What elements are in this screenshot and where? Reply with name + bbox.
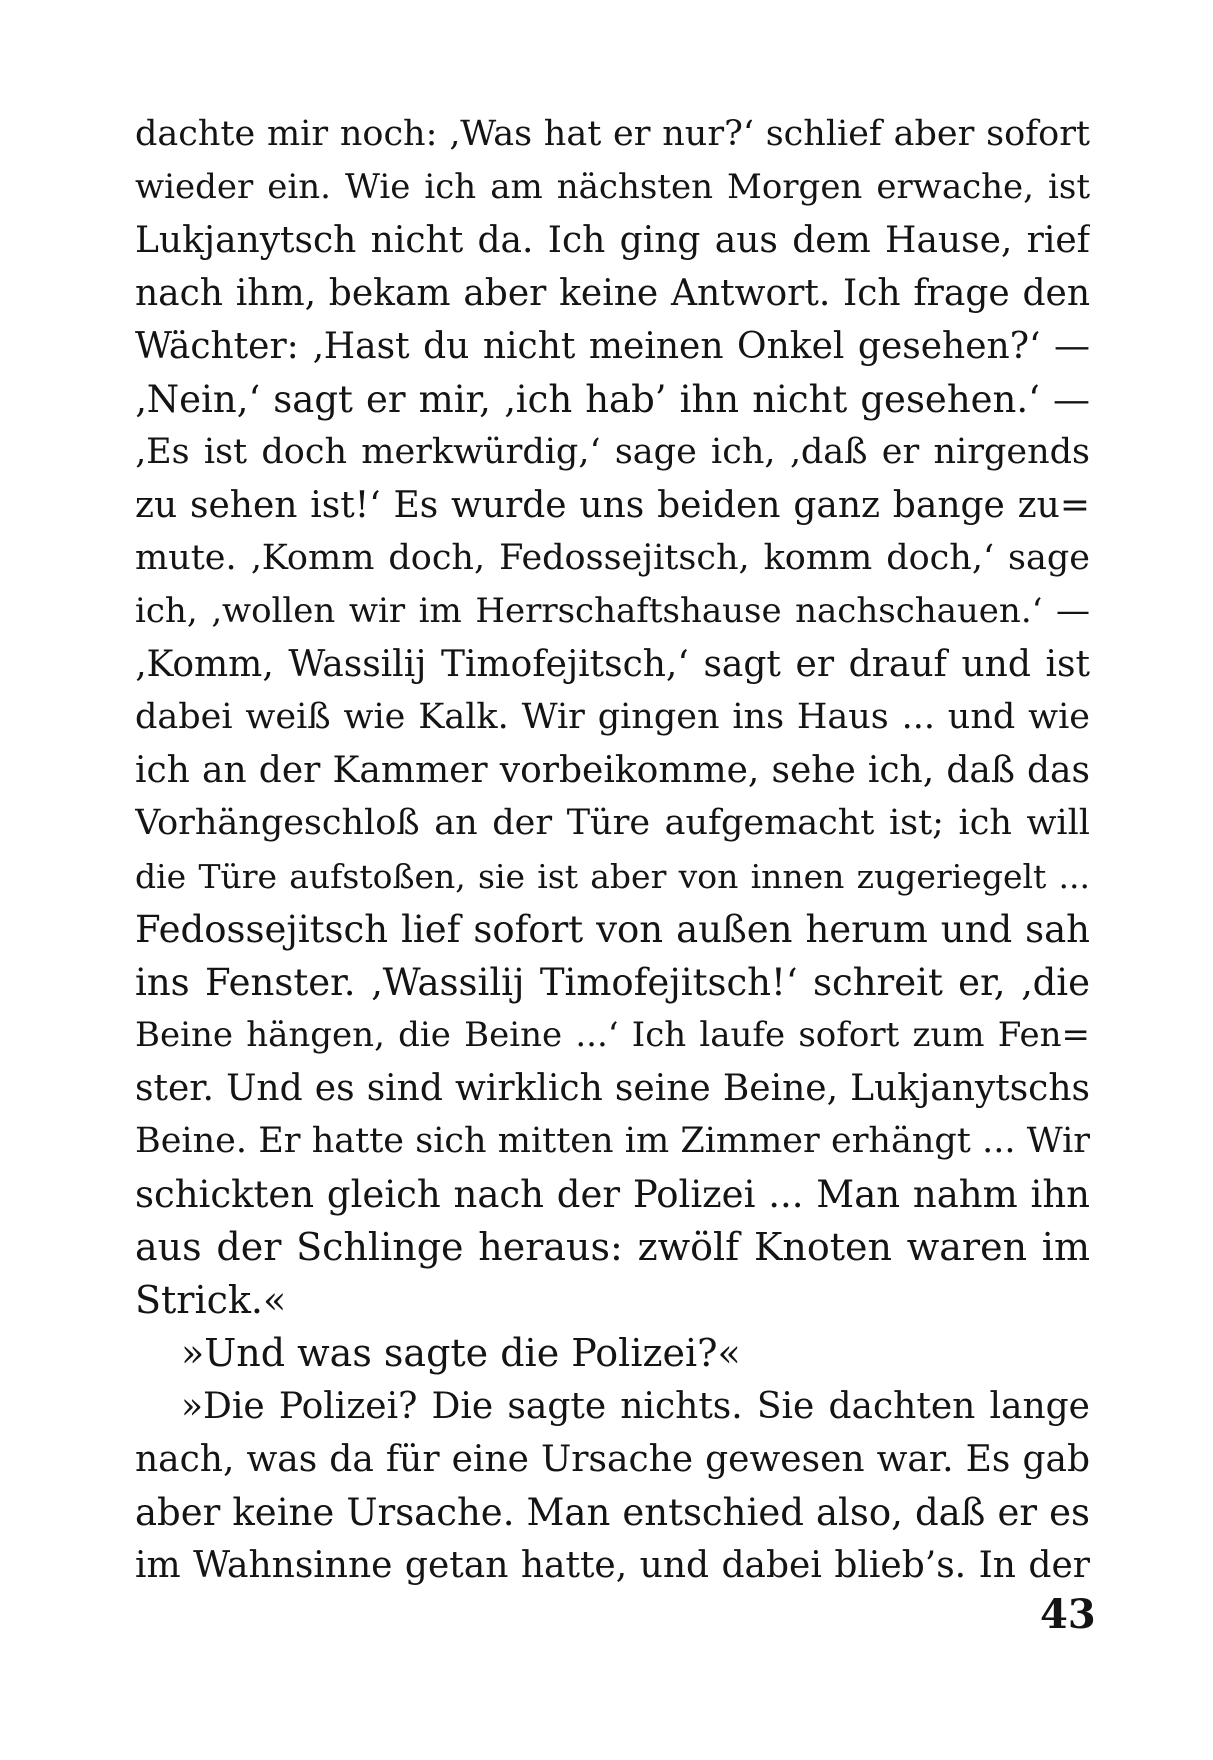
text-line: im Wahnsinne getan hatte, und dabei blieb’s. In der — [135, 1545, 1090, 1586]
text-line: ‚Nein,‘ sagt er mir, ‚ich hab’ ihn nicht gesehen.‘ — — [135, 378, 1090, 421]
page-number: 43 — [1040, 1591, 1096, 1638]
text-line: dachte mir noch: ‚Was hat er nur?‘ schlief aber sofort — [135, 114, 1090, 154]
text-line: zu sehen ist!‘ Es wurde uns beiden ganz bange zu= — [135, 485, 1090, 526]
text-line: ins Fenster. ‚Wassilij Timofejitsch!‘ schreit er, ‚die — [135, 961, 1090, 1004]
text-line: »Die Polizei? Die sagte nichts. Sie dachten lange — [181, 1386, 1090, 1427]
text-line: ich an der Kammer vorbeikomme, sehe ich, daß das — [135, 750, 1090, 791]
text-line: schickten gleich nach der Polizei ... Man nahm ihn — [135, 1173, 1090, 1216]
text-line: Beine hängen, die Beine ...‘ Ich laufe sofort zum Fen= — [135, 1015, 1090, 1055]
text-line: ich, ‚wollen wir im Herrschaftshause nachschauen.‘ — — [135, 591, 1090, 631]
text-line: wieder ein. Wie ich am nächsten Morgen erwache, ist — [135, 167, 1090, 207]
text-line: aber keine Ursache. Man entschied also, daß er es — [135, 1491, 1090, 1534]
text-line: Lukjanytsch nicht da. Ich ging aus dem Hause, rief — [135, 220, 1090, 261]
text-line: die Türe aufstoßen, sie ist aber von innen zugeriegelt ... — [135, 857, 1090, 896]
text-line: ‚Komm, Wassilij Timofejitsch,‘ sagt er drauf und ist — [135, 644, 1090, 685]
text-line: Beine. Er hatte sich mitten im Zimmer erhängt ... Wir — [135, 1121, 1090, 1161]
text-line: nach ihm, bekam aber keine Antwort. Ich frage den — [135, 273, 1090, 314]
text-line: aus der Schlinge heraus: zwölf Knoten waren im — [135, 1225, 1090, 1269]
text-line: ster. Und es sind wirklich seine Beine, Lukjanytschs — [135, 1068, 1090, 1109]
text-line: nach, was da für eine Ursache gewesen war. Es gab — [135, 1439, 1090, 1480]
text-line: ‚Es ist doch merkwürdig,‘ sage ich, ‚daß er nirgends — [135, 432, 1090, 472]
text-line: Vorhängeschloß an der Türe aufgemacht ist; ich will — [135, 803, 1090, 843]
text-line: dabei weiß wie Kalk. Wir gingen ins Haus ... und wie — [135, 697, 1090, 737]
text-line: Wächter: ‚Hast du nicht meinen Onkel gesehen?‘ — — [135, 326, 1090, 367]
text-line: mute. ‚Komm doch, Fedossejitsch, komm doch,‘ sage — [135, 538, 1090, 578]
text-line: Strick.« — [135, 1278, 287, 1322]
text-line: Fedossejitsch lief sofort von außen herum und sah — [135, 908, 1090, 951]
text-line: »Und was sagte die Polizei?« — [181, 1331, 741, 1375]
body-text — [135, 108, 1090, 1592]
